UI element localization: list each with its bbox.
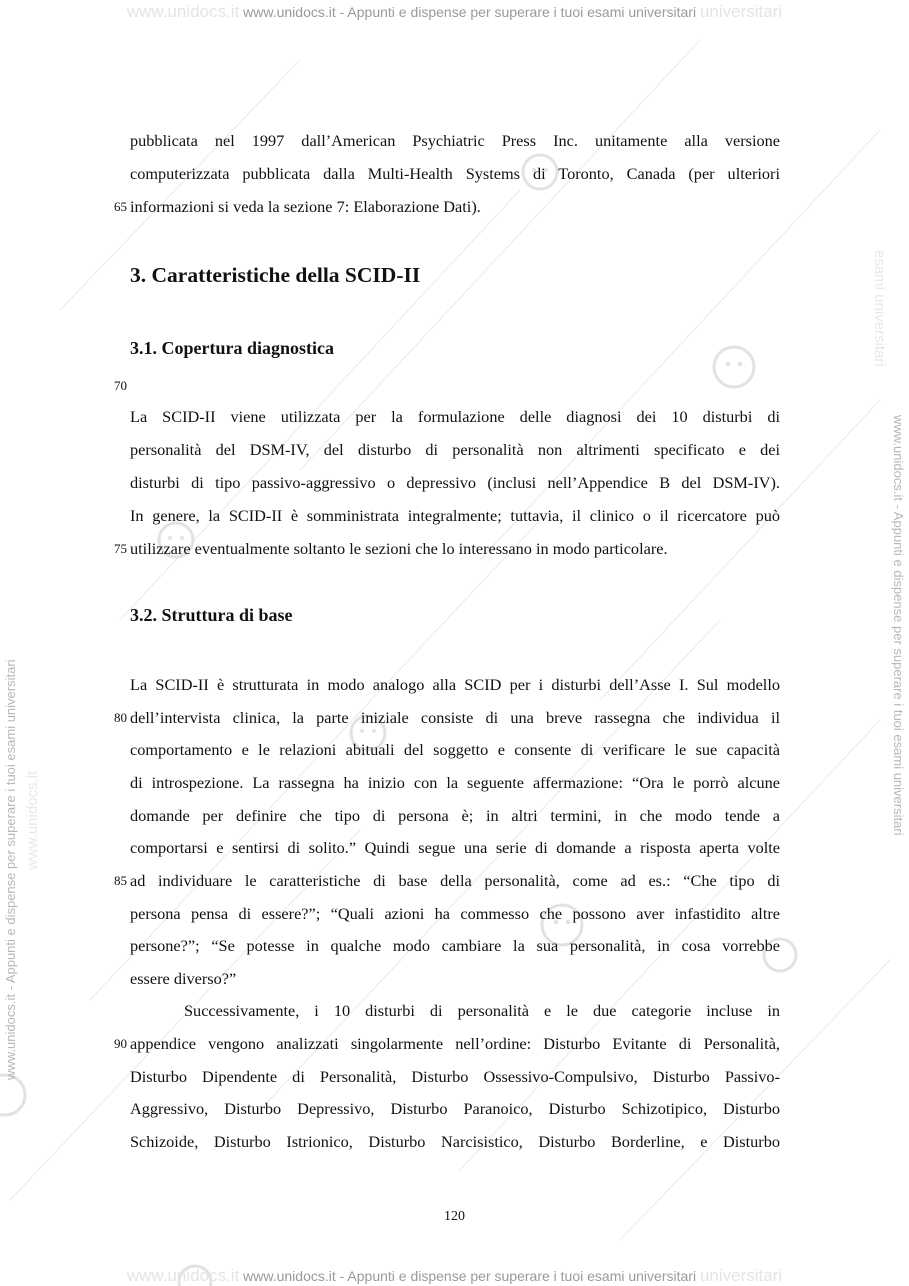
- paragraph-line: appendice vengono analizzati singolarmente nell’ordine: Disturbo Evitante di Personalità,: [130, 1034, 780, 1053]
- paragraph-line: Aggressivo, Disturbo Depressivo, Disturbo Paranoico, Disturbo Schizotipico, Disturbo: [130, 1099, 780, 1118]
- paragraph-line: dell’intervista clinica, la parte iniziale consiste di una breve rassegna che individua il: [130, 708, 780, 727]
- section-heading: 3. Caratteristiche della SCID-II: [130, 263, 421, 287]
- subsection-heading-copertura: 3.1. Copertura diagnostica: [130, 338, 334, 358]
- paragraph-line: personalità del DSM-IV, del disturbo di personalità non altrimenti specificato e dei: [130, 440, 780, 459]
- line-number: 85: [114, 873, 127, 888]
- intro-line: computerizzata pubblicata dalla Multi-Health Systems di Toronto, Canada (per ulteriori: [130, 164, 780, 183]
- paragraph-line: In genere, la SCID-II è somministrata integralmente; tuttavia, il clinico o il ricercatore può: [130, 506, 780, 525]
- paragraph-line: essere diverso?”: [130, 969, 237, 988]
- paragraph-line: La SCID-II viene utilizzata per la formulazione delle diagnosi dei 10 disturbi di: [130, 407, 780, 426]
- subsection-heading-struttura: 3.2. Struttura di base: [130, 605, 293, 625]
- watermark-top-ghost-left: www.unidocs.it: [126, 2, 240, 21]
- paragraph-line: disturbi di tipo passivo-aggressivo o depressivo (inclusi nell’Appendice B del DSM-IV).: [130, 473, 780, 492]
- watermark-right: www.unidocs.it - Appunti e dispense per superare i tuoi esami universitari: [891, 415, 906, 836]
- paragraph-line: comportamento e le relazioni abituali del soggetto e consente di verificare le sue capacità: [130, 740, 780, 759]
- line-number: 65: [114, 199, 127, 214]
- line-number: 70: [114, 378, 127, 393]
- watermark-top: [0, 2, 909, 22]
- paragraph-line: La SCID-II è strutturata in modo analogo alla SCID per i disturbi dell’Asse I. Sul modello: [130, 675, 780, 694]
- intro-line: pubblicata nel 1997 dall’American Psychiatric Press Inc. unitamente alla versione: [130, 131, 780, 150]
- paragraph-line: Successivamente, i 10 disturbi di personalità e le due categorie incluse in: [184, 1001, 780, 1020]
- paragraph-line: di introspezione. La rassegna ha inizio con la seguente affermazione: “Ora le porrò alcune: [130, 773, 780, 792]
- watermark-left: www.unidocs.it - Appunti e dispense per superare i tuoi esami universitari: [3, 659, 18, 1080]
- watermark-bottom-ghost-right: universitari: [699, 1266, 783, 1285]
- paragraph-line: comportarsi e sentirsi di solito.” Quindi segue una serie di domande a risposta aperta volte: [130, 838, 780, 857]
- line-number: 80: [114, 710, 127, 725]
- paragraph-line: persona pensa di essere?”; “Quali azioni ha commesso che possono aver infastidito altre: [130, 904, 780, 923]
- line-number: 75: [114, 541, 127, 556]
- watermark-top-text: www.unidocs.it - Appunti e dispense per superare i tuoi esami universitari: [243, 4, 697, 20]
- watermark-bottom-ghost-left: www.unidocs.it: [126, 1266, 240, 1285]
- watermark-right-ghost: esami universitari: [871, 250, 888, 367]
- paragraph-line: persone?”; “Se potesse in qualche modo cambiare la sua personalità, in cosa vorrebbe: [130, 936, 780, 955]
- page-number: 120: [444, 1209, 465, 1224]
- paragraph-line: Schizoide, Disturbo Istrionico, Disturbo Narcisistico, Disturbo Borderline, e Disturbo: [130, 1132, 780, 1151]
- watermark-bottom: [0, 1266, 909, 1286]
- watermark-left-ghost: www.unidocs.it: [24, 770, 41, 870]
- intro-line: informazioni si veda la sezione 7: Elaborazione Dati).: [130, 197, 481, 216]
- paragraph-line: Disturbo Dipendente di Personalità, Disturbo Ossessivo-Compulsivo, Disturbo Passivo-: [130, 1067, 780, 1086]
- paragraph-line: utilizzare eventualmente soltanto le sezioni che lo interessano in modo particolare.: [130, 539, 668, 558]
- paragraph-line: domande per definire che tipo di persona è; in altri termini, in che modo tende a: [130, 806, 780, 825]
- watermark-bottom-text: www.unidocs.it - Appunti e dispense per superare i tuoi esami universitari: [243, 1268, 697, 1284]
- paragraph-line: ad individuare le caratteristiche di base della personalità, come ad es.: “Che tipo di: [130, 871, 780, 890]
- line-number: 90: [114, 1036, 127, 1051]
- watermark-top-ghost-right: universitari: [699, 2, 783, 21]
